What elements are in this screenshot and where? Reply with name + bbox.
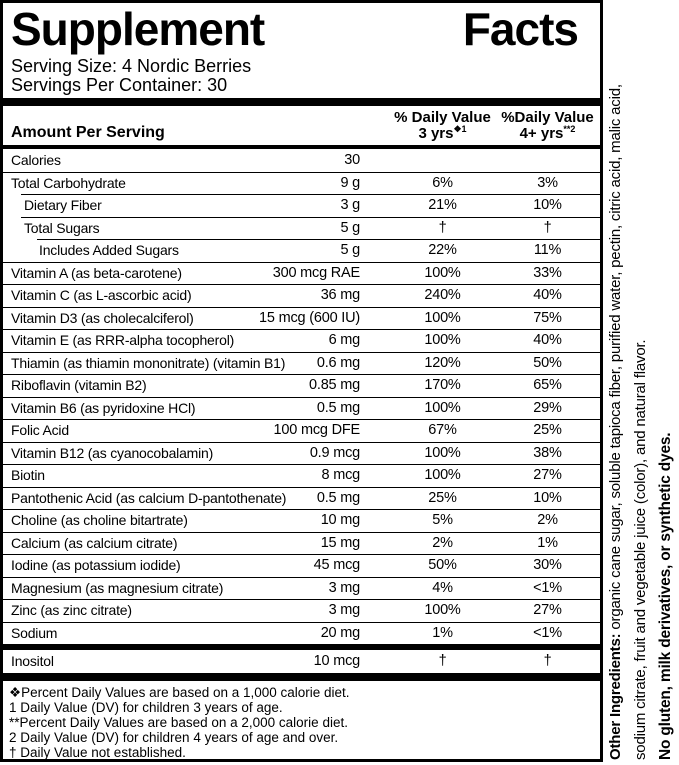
footnotes-block — [3, 681, 600, 760]
column-header-dv-4plus: %Daily Value 4+ yrs$^{**2}$ — [501, 109, 594, 142]
nutrient-amount: 8 mcg — [321, 467, 360, 484]
dv-4plus: 33% — [533, 264, 562, 281]
row-separator — [3, 509, 600, 510]
dv-4plus: 27% — [533, 467, 562, 484]
column-header-dv-3yrs: % Daily Value 3 yrs$^{❖1}$ — [394, 109, 491, 142]
nutrient-amount: 0.5 mg — [316, 489, 360, 506]
servings-per-container-line: Servings Per Container: 30 — [11, 75, 228, 95]
nutrient-name: Calcium (as calcium citrate) — [11, 534, 178, 551]
nutrient-amount: 0.6 mg — [316, 354, 360, 371]
dv-3yrs: 21% — [428, 197, 457, 214]
nutrient-amount: 10 mg — [320, 512, 360, 529]
dv-3yrs: 25% — [428, 489, 457, 506]
row-separator — [3, 622, 600, 623]
row-main-cell — [3, 625, 390, 641]
row-main-cell — [3, 490, 390, 506]
row-main-cell — [3, 175, 390, 191]
table-row — [3, 554, 600, 577]
dv-3yrs: 120% — [424, 354, 461, 371]
row-separator — [3, 532, 600, 533]
row-separator — [3, 329, 600, 330]
dv-4plus: 10% — [533, 197, 562, 214]
table-row — [3, 352, 600, 375]
allergen-statement: No gluten, milk derivatives, or synthetic dyes. — [657, 432, 674, 760]
nutrient-amount: 3 mg — [328, 602, 360, 619]
nutrient-amount: 15 mcg (600 IU) — [259, 309, 360, 326]
dv-3yrs: 4% — [432, 579, 453, 596]
dv-4plus: 3% — [537, 174, 558, 191]
dv-3yrs: † — [438, 219, 447, 236]
nutrient-amount: 45 mcg — [313, 557, 360, 574]
nutrient-name: Iodine (as potassium iodide) — [11, 557, 181, 574]
row-separator — [3, 599, 600, 600]
row-separator — [3, 464, 600, 465]
row-separator — [3, 442, 600, 443]
dv-3yrs: 100% — [424, 264, 461, 281]
row-main-cell — [3, 355, 390, 371]
table-header-row — [3, 106, 600, 145]
nutrient-amount: 20 mg — [320, 624, 360, 641]
row-main-cell — [3, 467, 390, 483]
table-row — [3, 487, 600, 510]
table-row — [3, 374, 600, 397]
row-main-cell — [3, 535, 390, 551]
dv-4plus: 75% — [533, 309, 562, 326]
table-row — [3, 329, 600, 352]
nutrient-name: Total Sugars — [24, 219, 100, 236]
row-separator — [3, 352, 600, 353]
dv-4plus: 50% — [533, 354, 562, 371]
row-separator — [3, 374, 600, 375]
dv-3yrs-footnote-marker: ❖1 — [453, 124, 467, 134]
row-main-cell — [3, 152, 390, 168]
table-row — [3, 217, 600, 240]
dv-3yrs: 100% — [424, 399, 461, 416]
dv-3yrs: 170% — [424, 377, 461, 394]
table-row — [3, 284, 600, 307]
row-separator — [3, 487, 600, 488]
row-separator — [21, 217, 600, 218]
nutrient-name: Folic Acid — [11, 422, 69, 439]
row-separator — [37, 239, 600, 240]
title-word-facts: Facts — [462, 3, 578, 55]
footnote-dv-children-4: 2 Daily Value (DV) for children 4 years of age and over. — [9, 729, 339, 745]
row-main-cell — [3, 265, 390, 281]
dv-4plus: 29% — [533, 399, 562, 416]
dv-3yrs: 6% — [432, 174, 453, 191]
nutrient-name: Total Carbohydrate — [11, 174, 126, 191]
row-main-cell — [3, 580, 390, 596]
nutrient-name: Vitamin B6 (as pyridoxine HCl) — [11, 399, 196, 416]
row-separator — [3, 262, 600, 263]
table-row — [3, 307, 600, 330]
table-row — [3, 464, 600, 487]
dv-3yrs: 2% — [432, 534, 453, 551]
footnote-dv-children-3: 1 Daily Value (DV) for children 3 years of age. — [9, 699, 283, 715]
dv-3yrs: 67% — [428, 422, 457, 439]
dv-4plus: 27% — [533, 602, 562, 619]
footnote-dagger: † Daily Value not established. — [9, 744, 186, 760]
dv-3yrs: 22% — [428, 242, 457, 259]
serving-size-line: Serving Size: 4 Nordic Berries — [11, 56, 252, 76]
table-row — [3, 577, 600, 600]
dv-4plus: 40% — [533, 287, 562, 304]
nutrient-name: Magnesium (as magnesium citrate) — [11, 579, 224, 596]
dv-4plus: <1% — [533, 579, 562, 596]
other-ingredients-text-line2: sodium citrate, fruit and vegetable juice (color), and natural flavor. — [632, 339, 649, 760]
dv-4plus-footnote-marker: **2 — [563, 124, 576, 134]
nutrient-amount: 3 g — [340, 197, 360, 214]
table-row — [3, 419, 600, 442]
footnote-dv-basis-3yrs: ❖Percent Daily Values are based on a 1,000 calorie diet. — [9, 684, 350, 700]
dv-4plus: 38% — [533, 444, 562, 461]
dv-4plus: 30% — [533, 557, 562, 574]
nutrient-name: Vitamin B12 (as cyanocobalamin) — [11, 444, 214, 461]
row-separator — [3, 554, 600, 555]
nutrient-amount: 0.9 mcg — [309, 444, 360, 461]
table-row — [3, 397, 600, 420]
dv-4plus: 11% — [533, 242, 562, 259]
row-separator — [3, 172, 600, 173]
dv-3yrs: 1% — [432, 624, 453, 641]
nutrient-amount: 6 mg — [328, 332, 360, 349]
row-main-cell — [3, 310, 390, 326]
row-main-cell — [3, 400, 390, 416]
row-separator — [21, 194, 600, 195]
dv-4plus: 65% — [533, 377, 562, 394]
column-header-amount-per-serving: Amount Per Serving — [11, 124, 165, 141]
table-row — [3, 509, 600, 532]
nutrient-amount: 36 mg — [320, 287, 360, 304]
table-row — [3, 622, 600, 645]
nutrient-amount: 5 g — [340, 242, 360, 259]
dv-3yrs: 100% — [424, 467, 461, 484]
row-main-cell — [3, 445, 390, 461]
nutrient-amount: 15 mg — [320, 534, 360, 551]
nutrient-table-bottom — [3, 650, 600, 673]
nutrient-amount: 300 mcg RAE — [272, 264, 360, 281]
dv-4plus: 40% — [533, 332, 562, 349]
dv-3yrs: 50% — [428, 557, 457, 574]
nutrient-name: Zinc (as zinc citrate) — [11, 602, 132, 619]
dv-3yrs: 100% — [424, 309, 461, 326]
nutrient-name: Dietary Fiber — [24, 197, 102, 214]
row-separator — [3, 577, 600, 578]
nutrient-name: Inositol — [11, 653, 54, 670]
nutrient-name: Thiamin (as thiamin mononitrate) (vitamin B1) — [11, 354, 286, 371]
dv-3yrs: 240% — [424, 287, 461, 304]
row-separator — [3, 397, 600, 398]
dv-3yrs: 100% — [424, 602, 461, 619]
nutrient-name: Sodium — [11, 624, 58, 641]
nutrient-name: Pantothenic Acid (as calcium D-pantothenate) — [11, 489, 287, 506]
other-ingredients-text-line1: Other Ingredients: organic cane sugar, soluble tapioca fiber, purified water, pectin, citric acid, malic acid, — [607, 84, 624, 760]
nutrient-name: Riboflavin (vitamin B2) — [11, 377, 147, 394]
nutrient-amount: 100 mcg DFE — [273, 422, 360, 439]
dv-4plus: <1% — [533, 624, 562, 641]
table-row — [3, 149, 600, 172]
row-main-cell — [3, 197, 390, 213]
row-main-cell — [3, 377, 390, 393]
nutrient-amount: 0.85 mg — [309, 377, 360, 394]
dv-3yrs: 100% — [424, 444, 461, 461]
footnote-dv-basis-4plus: **Percent Daily Values are based on a 2,000 calorie diet. — [9, 714, 348, 730]
title-word-supplement: Supplement — [11, 3, 265, 55]
dv-3yrs: 5% — [432, 512, 453, 529]
nutrient-name: Biotin — [11, 467, 45, 484]
table-row — [3, 532, 600, 555]
other-ingredients-sidebar — [603, 10, 679, 762]
dv-4plus: 2% — [537, 512, 558, 529]
nutrient-amount: 30 — [344, 152, 360, 169]
nutrient-name: Includes Added Sugars — [39, 242, 179, 259]
nutrient-name: Vitamin D3 (as cholecalciferol) — [11, 309, 194, 326]
row-main-cell — [3, 422, 390, 438]
row-main-cell — [3, 220, 390, 236]
dv-3yrs: 100% — [424, 332, 461, 349]
row-separator — [3, 284, 600, 285]
row-main-cell — [3, 653, 390, 669]
dv-4plus: 10% — [533, 489, 562, 506]
other-ingredients-label: Other Ingredients: — [607, 633, 624, 760]
table-row — [3, 239, 600, 262]
serving-info — [3, 53, 600, 98]
nutrient-name: Vitamin A (as beta-carotene) — [11, 264, 182, 281]
nutrient-amount: 3 mg — [328, 579, 360, 596]
nutrient-amount: 9 g — [340, 174, 360, 191]
row-main-cell — [3, 512, 390, 528]
nutrient-name: Vitamin C (as L-ascorbic acid) — [11, 287, 192, 304]
page-title — [3, 3, 600, 53]
dv-4plus: † — [543, 653, 552, 670]
row-main-cell — [3, 602, 390, 618]
row-main-cell — [3, 287, 390, 303]
table-row — [3, 194, 600, 217]
nutrient-amount: 5 g — [340, 219, 360, 236]
row-main-cell — [3, 557, 390, 573]
row-main-cell — [3, 332, 390, 348]
row-separator — [3, 307, 600, 308]
table-row — [3, 650, 600, 673]
table-row — [3, 442, 600, 465]
table-row — [3, 599, 600, 622]
table-row — [3, 262, 600, 285]
nutrient-amount: 0.5 mg — [316, 399, 360, 416]
separator-bar-thick-top — [3, 98, 600, 106]
nutrient-name: Calories — [11, 152, 61, 169]
row-main-cell — [3, 242, 390, 258]
table-row — [3, 172, 600, 195]
nutrient-table — [3, 149, 600, 644]
nutrient-amount: 10 mcg — [313, 653, 360, 670]
dv-3yrs: † — [438, 653, 447, 670]
row-separator — [3, 419, 600, 420]
nutrient-name: Choline (as choline bitartrate) — [11, 512, 188, 529]
nutrient-name: Vitamin E (as RRR-alpha tocopherol) — [11, 332, 235, 349]
dv-4plus: † — [543, 219, 552, 236]
dv-4plus: 25% — [533, 422, 562, 439]
separator-bar-below-inositol — [3, 673, 600, 681]
dv-4plus: 1% — [537, 534, 558, 551]
